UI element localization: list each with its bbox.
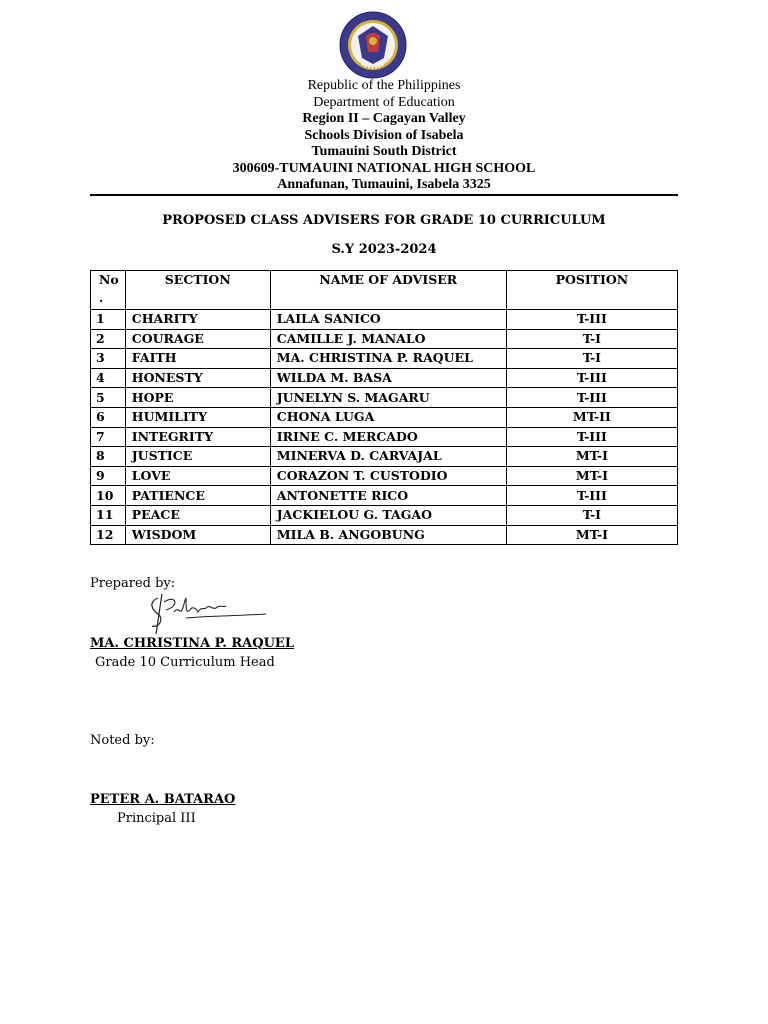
row-position: T-I [506,329,677,349]
table-row [91,310,678,330]
row-position: T-III [506,310,677,330]
row-position: T-I [506,505,677,525]
row-position: MT-I [506,525,677,545]
row-adviser: MILA B. ANGOBUNG [270,525,506,545]
row-position: MT-II [506,407,677,427]
header-no: No . [91,271,126,310]
row-position: T-III [506,486,677,506]
row-adviser: CHONA LUGA [270,407,506,427]
row-adviser: ANTONETTE RICO [270,486,506,506]
letterhead-school: 300609-TUMAUINI NATIONAL HIGH SCHOOL [232,160,536,176]
row-adviser: LAILA SANICO [270,310,506,330]
row-position: T-III [506,368,677,388]
table-row [91,427,678,447]
row-position: MT-I [506,466,677,486]
row-adviser: MINERVA D. CARVAJAL [270,447,506,467]
table-row [91,525,678,545]
row-adviser: JUNELYN S. MAGARU [270,388,506,408]
table-row [91,349,678,369]
row-position: T-III [506,427,677,447]
row-section: HUMILITY [125,407,270,427]
prepared-by-title: Grade 10 Curriculum Head [95,655,275,670]
letterhead [0,78,768,194]
row-no: 2 [91,329,126,349]
prepared-by-label: Prepared by: [90,576,176,591]
letterhead-country: Republic of the Philippines [307,78,461,93]
row-section: CHARITY [125,310,270,330]
row-adviser: CAMILLE J. MANALO [270,329,506,349]
row-section: PEACE [125,505,270,525]
header-section: SECTION [125,271,270,310]
letterhead-address: Annafunan, Tumauini, Isabela 3325 [277,177,491,192]
noted-by-title: Principal III [117,811,196,826]
header-adviser: NAME OF ADVISER [270,271,506,310]
row-position: T-I [506,349,677,369]
row-no: 7 [91,427,126,447]
document-title: PROPOSED CLASS ADVISERS FOR GRADE 10 CURRICULUM [162,213,606,228]
row-section: PATIENCE [125,486,270,506]
row-section: FAITH [125,349,270,369]
row-section: COURAGE [125,329,270,349]
row-position: T-III [506,388,677,408]
row-section: JUSTICE [125,447,270,467]
row-section: WISDOM [125,525,270,545]
row-section: INTEGRITY [125,427,270,447]
noted-by-name: PETER A. BATARAO [90,792,236,807]
table-row [91,486,678,506]
header-position: POSITION [506,271,677,310]
school-year: S.Y 2023-2024 [331,242,437,257]
table-row [91,466,678,486]
table-row [91,329,678,349]
table-row [91,407,678,427]
letterhead-district: Tumauini South District [311,144,457,159]
row-no: 8 [91,447,126,467]
deped-seal-icon [338,10,408,80]
signature-image [146,588,272,638]
row-no: 10 [91,486,126,506]
table-row [91,368,678,388]
row-adviser: CORAZON T. CUSTODIO [270,466,506,486]
row-section: HOPE [125,388,270,408]
row-adviser: IRINE C. MERCADO [270,427,506,447]
row-adviser: JACKIELOU G. TAGAO [270,505,506,525]
row-no: 1 [91,310,126,330]
noted-by-label: Noted by: [90,733,155,748]
row-no: 5 [91,388,126,408]
letterhead-division: Schools Division of Isabela [304,127,464,143]
table-header-row [91,271,678,310]
row-adviser: MA. CHRISTINA P. RAQUEL [270,349,506,369]
table-row [91,447,678,467]
row-no: 3 [91,349,126,369]
table-row [91,505,678,525]
letterhead-department: Department of Education [313,94,455,110]
row-no: 6 [91,407,126,427]
letterhead-divider [90,194,678,196]
row-no: 11 [91,505,126,525]
prepared-by-name: MA. CHRISTINA P. RAQUEL [90,636,294,651]
advisers-table [90,270,678,545]
row-no: 4 [91,368,126,388]
table-row [91,388,678,408]
row-section: HONESTY [125,368,270,388]
row-section: LOVE [125,466,270,486]
letterhead-region: Region II – Cagayan Valley [302,111,466,126]
row-no: 9 [91,466,126,486]
row-adviser: WILDA M. BASA [270,368,506,388]
row-no: 12 [91,525,126,545]
row-position: MT-I [506,447,677,467]
